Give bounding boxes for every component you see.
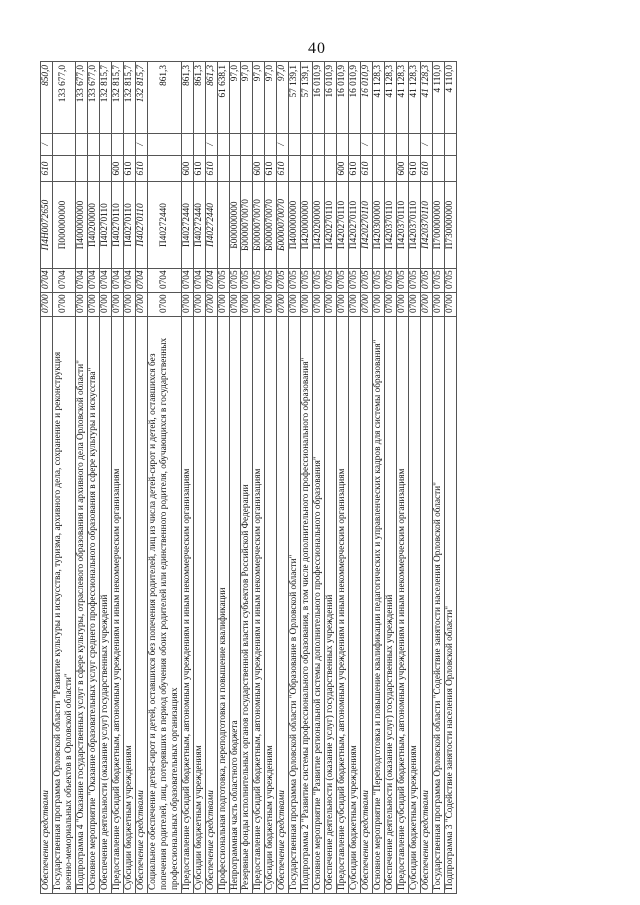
row-amount: 861,3: [205, 62, 217, 134]
row-amount: 41 128,3: [409, 62, 421, 134]
row-mark: [289, 134, 301, 156]
table-body: [41, 62, 457, 894]
page-number: 40: [308, 40, 326, 57]
row-amount: 16 010,9: [337, 62, 349, 134]
row-mark: [217, 134, 229, 156]
table-row: [99, 62, 111, 894]
row-subsection-code: 0705: [217, 269, 229, 293]
row-mark: [229, 134, 241, 156]
row-target-article-code: П40272440: [147, 182, 181, 269]
row-section-code: 0700: [135, 293, 147, 317]
row-subsection-code: 0705: [301, 269, 313, 293]
row-section-code: 0700: [52, 293, 75, 317]
row-mark: [301, 134, 313, 156]
row-target-article-code: П420000000: [301, 182, 313, 269]
row-target-article-code: П400000000: [289, 182, 301, 269]
table-row: [432, 62, 444, 894]
row-expense-type-code: [217, 156, 229, 182]
row-subsection-code: 0705: [325, 269, 337, 293]
row-mark: [75, 134, 87, 156]
row-expense-type-code: [241, 156, 253, 182]
row-target-article-code: П420370110: [421, 182, 433, 269]
row-name-cell: Обеспечение деятельности (оказание услуг) государственных учреждений: [325, 317, 337, 894]
row-mark: [147, 134, 181, 156]
row-section-code: 0700: [253, 293, 265, 317]
row-expense-type-code: [373, 156, 385, 182]
table-row: [277, 62, 289, 894]
row-name-cell: Обеспечение средствами: [135, 317, 147, 894]
row-section-code: 0700: [409, 293, 421, 317]
row-target-article-code: П40272440: [181, 182, 193, 269]
row-subsection-code: 0704: [75, 269, 87, 293]
row-subsection-code: 0705: [241, 269, 253, 293]
row-subsection-code: 0704: [193, 269, 205, 293]
row-subsection-code: 0705: [373, 269, 385, 293]
row-mark: [87, 134, 99, 156]
table-row: [313, 62, 325, 894]
row-mark: [313, 134, 325, 156]
row-mark: /: [361, 134, 373, 156]
row-amount: 97,0: [265, 62, 277, 134]
row-subsection-code: 0705: [397, 269, 409, 293]
table-row: [193, 62, 205, 894]
row-expense-type-code: [147, 156, 181, 182]
row-section-code: 0700: [87, 293, 99, 317]
row-expense-type-code: 600: [397, 156, 409, 182]
row-name-cell: Предоставление субсидий бюджетным, автономным учреждениям и иным некоммерческим организациям: [397, 317, 409, 894]
row-name-cell: Предоставление субсидий бюджетным, автономным учреждениям и иным некоммерческим организациям: [181, 317, 193, 894]
row-target-article-code: П730000000: [444, 182, 456, 269]
row-amount: 41 128,3: [421, 62, 433, 134]
row-subsection-code: 0704: [205, 269, 217, 293]
table-row: [385, 62, 397, 894]
row-expense-type-code: 610: [123, 156, 135, 182]
row-section-code: 0700: [193, 293, 205, 317]
row-name-cell: Подпрограмма 2 "Развитие системы профессионального образования, в том числе дополнительного профессионального образования": [301, 317, 313, 894]
rotated-table-wrapper: [40, 62, 605, 894]
row-amount: 132 815,7: [111, 62, 123, 134]
row-expense-type-code: 610: [135, 156, 147, 182]
row-amount: 57 139,1: [301, 62, 313, 134]
table-row: [87, 62, 99, 894]
row-mark: [373, 134, 385, 156]
row-subsection-code: 0705: [289, 269, 301, 293]
row-target-article-code: П4Н0072650: [41, 182, 53, 269]
row-name-cell: Обеспечение средствами: [41, 317, 53, 894]
row-section-code: 0700: [111, 293, 123, 317]
row-target-article-code: П40270110: [123, 182, 135, 269]
row-amount: 97,0: [229, 62, 241, 134]
row-section-code: 0700: [147, 293, 181, 317]
row-target-article-code: П40200000: [87, 182, 99, 269]
row-target-article-code: П420370110: [397, 182, 409, 269]
row-section-code: 0700: [361, 293, 373, 317]
row-expense-type-code: [325, 156, 337, 182]
row-amount: 132 815,7: [99, 62, 111, 134]
row-name-cell: Обеспечение деятельности (оказание услуг) государственных учреждений: [99, 317, 111, 894]
row-name-cell: Подпрограмма 4 "Оказание государственных услуг в сфере культуры, отраслевого образования и архивного дела Орловской области": [75, 317, 87, 894]
row-mark: /: [277, 134, 289, 156]
row-expense-type-code: [313, 156, 325, 182]
row-amount: 41 128,3: [397, 62, 409, 134]
table-row: [253, 62, 265, 894]
row-subsection-code: 0705: [265, 269, 277, 293]
row-subsection-code: 0705: [349, 269, 361, 293]
table-row: [349, 62, 361, 894]
row-name-cell: Государственная программа Орловской области "Развитие культуры и искусства, туризма, архивного дела, сохранение и реконструкция военно-мемориальных объектов в Орловской области": [52, 317, 75, 894]
row-section-code: 0700: [205, 293, 217, 317]
row-expense-type-code: [432, 156, 444, 182]
row-mark: [181, 134, 193, 156]
table-row: [241, 62, 253, 894]
row-amount: 132 815,7: [135, 62, 147, 134]
row-section-code: 0700: [241, 293, 253, 317]
row-name-cell: Обеспечение средствами: [421, 317, 433, 894]
table-row: [147, 62, 181, 894]
row-subsection-code: 0705: [337, 269, 349, 293]
row-name-cell: Социальное обеспечение детей-сирот и детей, оставшихся без попечения родителей, лиц из числа детей-сирот и детей, оставшихся без попечения родителей, лиц, потерявших в период обучения обоих родителей или единственного родителя, обучающихся в государственных профессиональных образовательных организациях: [147, 317, 181, 894]
row-section-code: 0700: [265, 293, 277, 317]
row-amount: 16 010,9: [361, 62, 373, 134]
row-target-article-code: П420270110: [337, 182, 349, 269]
row-section-code: 0700: [99, 293, 111, 317]
row-mark: /: [135, 134, 147, 156]
row-subsection-code: 0705: [253, 269, 265, 293]
row-mark: /: [205, 134, 217, 156]
row-expense-type-code: 600: [181, 156, 193, 182]
table-row: [301, 62, 313, 894]
row-amount: 57 139,1: [289, 62, 301, 134]
row-target-article-code: П420370110: [385, 182, 397, 269]
row-target-article-code: П40270110: [99, 182, 111, 269]
row-target-article-code: П420270110: [349, 182, 361, 269]
table-row: [229, 62, 241, 894]
row-name-cell: Основное мероприятие "Оказание образовательных услуг среднего профессионального образования в сфере культуры и искусства": [87, 317, 99, 894]
table-row: [217, 62, 229, 894]
row-expense-type-code: [99, 156, 111, 182]
row-subsection-code: 0704: [123, 269, 135, 293]
row-subsection-code: 0704: [99, 269, 111, 293]
row-target-article-code: П40272440: [205, 182, 217, 269]
row-name-cell: Основное мероприятие "Развитие региональной системы дополнительного профессионального образования": [313, 317, 325, 894]
row-name-cell: Обеспечение деятельности (оказание услуг) государственных учреждений: [385, 317, 397, 894]
row-name-cell: Субсидии бюджетным учреждениям: [193, 317, 205, 894]
row-target-article-code: П420370110: [409, 182, 421, 269]
table-row: [289, 62, 301, 894]
row-target-article-code: П420270110: [361, 182, 373, 269]
row-expense-type-code: 610: [277, 156, 289, 182]
row-section-code: 0700: [217, 293, 229, 317]
row-mark: [52, 134, 75, 156]
row-expense-type-code: [385, 156, 397, 182]
row-name-cell: Предоставление субсидий бюджетным, автономным учреждениям и иным некоммерческим организациям: [253, 317, 265, 894]
table-row: [52, 62, 75, 894]
row-expense-type-code: 610: [41, 156, 53, 182]
row-expense-type-code: [444, 156, 456, 182]
row-name-cell: Основное мероприятие "Переподготовка и повышение квалификации педагогических и управленческих кадров для системы образования": [373, 317, 385, 894]
row-name-cell: Субсидии бюджетным учреждениям: [409, 317, 421, 894]
row-subsection-code: 0704: [181, 269, 193, 293]
row-subsection-code: 0705: [277, 269, 289, 293]
row-section-code: 0700: [289, 293, 301, 317]
row-subsection-code: 0704: [111, 269, 123, 293]
table-row: [41, 62, 53, 894]
row-target-article-code: Б0000070070: [241, 182, 253, 269]
row-subsection-code: 0705: [409, 269, 421, 293]
row-mark: [444, 134, 456, 156]
row-name-cell: Субсидии бюджетным учреждениям: [265, 317, 277, 894]
row-expense-type-code: [75, 156, 87, 182]
table-row: [409, 62, 421, 894]
row-subsection-code: 0705: [313, 269, 325, 293]
row-section-code: 0700: [313, 293, 325, 317]
row-subsection-code: 0704: [87, 269, 99, 293]
row-target-article-code: Б0000070070: [265, 182, 277, 269]
row-amount: 41 128,3: [385, 62, 397, 134]
row-section-code: 0700: [349, 293, 361, 317]
row-mark: [432, 134, 444, 156]
row-subsection-code: 0704: [41, 269, 53, 293]
table-row: [265, 62, 277, 894]
row-subsection-code: 0705: [361, 269, 373, 293]
row-target-article-code: П40270110: [135, 182, 147, 269]
row-mark: /: [41, 134, 53, 156]
row-mark: [241, 134, 253, 156]
row-expense-type-code: [87, 156, 99, 182]
row-expense-type-code: [52, 156, 75, 182]
row-expense-type-code: 610: [409, 156, 421, 182]
row-target-article-code: П000000000: [52, 182, 75, 269]
row-name-cell: Непрограммная часть областного бюджета: [229, 317, 241, 894]
row-amount: 861,3: [193, 62, 205, 134]
row-name-cell: Государственная программа Орловской области "Образование в Орловской области": [289, 317, 301, 894]
row-target-article-code: П700000000: [432, 182, 444, 269]
row-expense-type-code: 610: [361, 156, 373, 182]
row-name-cell: Обеспечение средствами: [361, 317, 373, 894]
table-row: [421, 62, 433, 894]
table-row: [123, 62, 135, 894]
row-expense-type-code: 610: [265, 156, 277, 182]
row-target-article-code: Б000000000: [229, 182, 241, 269]
row-section-code: 0700: [385, 293, 397, 317]
row-expense-type-code: 600: [253, 156, 265, 182]
row-name-cell: Обеспечение средствами: [205, 317, 217, 894]
row-expense-type-code: [229, 156, 241, 182]
row-name-cell: Субсидии бюджетным учреждениям: [349, 317, 361, 894]
row-mark: [111, 134, 123, 156]
row-subsection-code: 0704: [52, 269, 75, 293]
row-subsection-code: 0705: [229, 269, 241, 293]
row-mark: [409, 134, 421, 156]
row-subsection-code: 0705: [421, 269, 433, 293]
table-row: [325, 62, 337, 894]
row-amount: 61 638,1: [217, 62, 229, 134]
table-row: [205, 62, 217, 894]
row-amount: 861,3: [181, 62, 193, 134]
row-amount: 850,0: [41, 62, 53, 134]
row-mark: [397, 134, 409, 156]
row-subsection-code: 0705: [385, 269, 397, 293]
row-section-code: 0700: [41, 293, 53, 317]
row-name-cell: Предоставление субсидий бюджетным, автономным учреждениям и иным некоммерческим организациям: [111, 317, 123, 894]
row-mark: [265, 134, 277, 156]
row-amount: 97,0: [241, 62, 253, 134]
row-amount: 4 110,0: [432, 62, 444, 134]
row-mark: /: [421, 134, 433, 156]
row-amount: 133 677,0: [52, 62, 75, 134]
row-target-article-code: П420200000: [313, 182, 325, 269]
row-expense-type-code: 610: [349, 156, 361, 182]
row-amount: 41 128,3: [373, 62, 385, 134]
row-target-article-code: П420300000: [373, 182, 385, 269]
row-amount: 132 815,7: [123, 62, 135, 134]
row-mark: [385, 134, 397, 156]
row-subsection-code: 0704: [147, 269, 181, 293]
row-expense-type-code: 600: [111, 156, 123, 182]
row-subsection-code: 0704: [135, 269, 147, 293]
row-expense-type-code: 610: [205, 156, 217, 182]
row-section-code: 0700: [337, 293, 349, 317]
row-subsection-code: 0705: [432, 269, 444, 293]
row-section-code: 0700: [301, 293, 313, 317]
row-section-code: 0700: [75, 293, 87, 317]
table-row: [397, 62, 409, 894]
row-amount: 133 677,0: [75, 62, 87, 134]
row-section-code: 0700: [325, 293, 337, 317]
table-row: [181, 62, 193, 894]
row-section-code: 0700: [277, 293, 289, 317]
table-row: [135, 62, 147, 894]
row-target-article-code: П40270110: [111, 182, 123, 269]
row-expense-type-code: 610: [193, 156, 205, 182]
row-target-article-code: П400000000: [75, 182, 87, 269]
row-mark: [253, 134, 265, 156]
table-row: [75, 62, 87, 894]
row-amount: 97,0: [253, 62, 265, 134]
table-row: [444, 62, 456, 894]
row-section-code: 0700: [432, 293, 444, 317]
row-section-code: 0700: [181, 293, 193, 317]
row-name-cell: Предоставление субсидий бюджетным, автономным учреждениям и иным некоммерческим организациям: [337, 317, 349, 894]
row-name-cell: Подпрограмма 3 "Содействие занятости населения Орловской области": [444, 317, 456, 894]
row-amount: 133 677,0: [87, 62, 99, 134]
row-mark: [123, 134, 135, 156]
row-mark: [349, 134, 361, 156]
row-amount: 16 010,9: [313, 62, 325, 134]
budget-table: [40, 61, 457, 894]
row-name-cell: Обеспечение средствами: [277, 317, 289, 894]
row-section-code: 0700: [229, 293, 241, 317]
row-mark: [337, 134, 349, 156]
row-amount: 861,3: [147, 62, 181, 134]
row-expense-type-code: 610: [421, 156, 433, 182]
row-section-code: 0700: [397, 293, 409, 317]
row-target-article-code: П420270110: [325, 182, 337, 269]
row-mark: [325, 134, 337, 156]
row-name-cell: Резервные фонды исполнительных органов государственной власти субъектов Российской Федерации: [241, 317, 253, 894]
row-mark: [193, 134, 205, 156]
row-amount: 16 010,9: [349, 62, 361, 134]
row-target-article-code: Б0000070070: [253, 182, 265, 269]
row-section-code: 0700: [444, 293, 456, 317]
row-section-code: 0700: [373, 293, 385, 317]
table-row: [111, 62, 123, 894]
row-name-cell: Государственная программа Орловской области "Содействие занятости населения Орловской области": [432, 317, 444, 894]
row-target-article-code: Б0000070070: [277, 182, 289, 269]
row-subsection-code: 0705: [444, 269, 456, 293]
row-expense-type-code: [289, 156, 301, 182]
row-amount: 16 010,9: [325, 62, 337, 134]
row-target-article-code: П40272440: [193, 182, 205, 269]
row-expense-type-code: [301, 156, 313, 182]
row-name-cell: Субсидии бюджетным учреждениям: [123, 317, 135, 894]
row-mark: [99, 134, 111, 156]
table-row: [337, 62, 349, 894]
row-amount: 4 110,0: [444, 62, 456, 134]
row-expense-type-code: 600: [337, 156, 349, 182]
table-row: [361, 62, 373, 894]
row-target-article-code: [217, 182, 229, 269]
row-section-code: 0700: [421, 293, 433, 317]
table-row: [373, 62, 385, 894]
row-amount: 97,0: [277, 62, 289, 134]
row-section-code: 0700: [123, 293, 135, 317]
row-name-cell: Профессиональная подготовка, переподготовка и повышение квалификации: [217, 317, 229, 894]
